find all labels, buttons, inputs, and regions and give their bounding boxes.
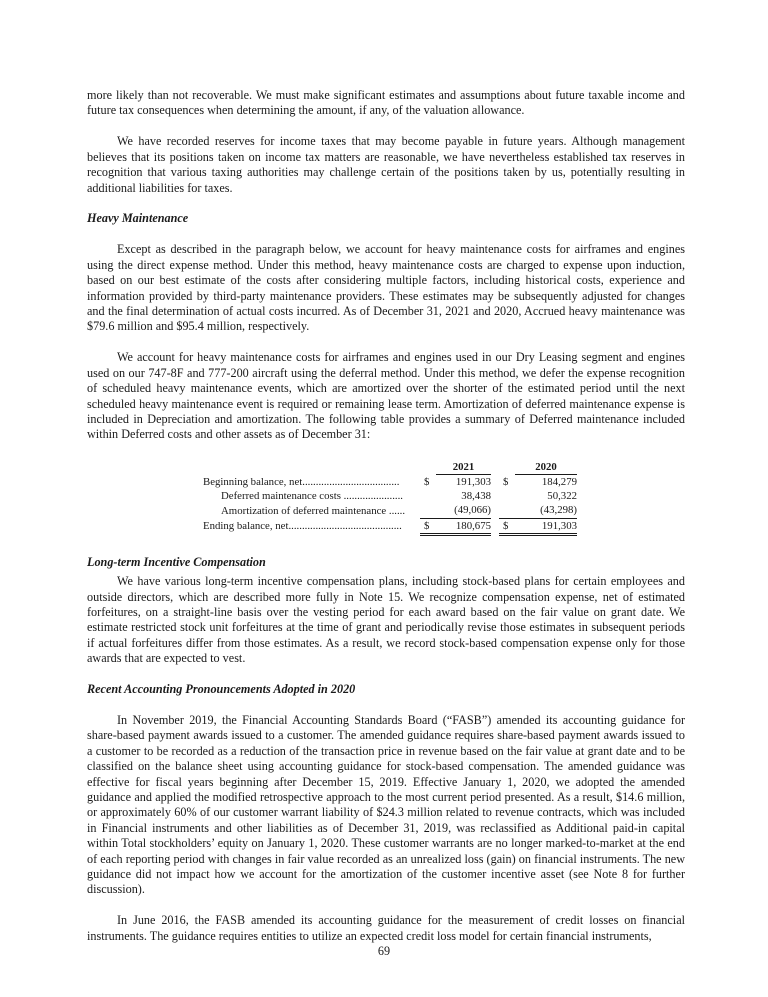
- row-label: Ending balance, net..........................................: [203, 520, 402, 533]
- value-2021: (49,066): [436, 503, 491, 518]
- currency-symbol: $: [499, 518, 515, 534]
- currency-symbol: [499, 503, 515, 518]
- value-2020: 191,303: [515, 518, 577, 534]
- row-label: Deferred maintenance costs ......................: [221, 490, 403, 503]
- paragraph-credit-losses: In June 2016, the FASB amended its accounting guidance for the measurement of credit losses on financial instruments. The guidance requires entities to utilize an expected credit loss model for certain financial instruments,: [87, 913, 685, 943]
- currency-symbol: $: [424, 475, 430, 488]
- table-row: [203, 489, 577, 503]
- value-2021: 180,675: [436, 518, 491, 534]
- paragraph-fasb-share-based: In November 2019, the Financial Accounting Standards Board (“FASB”) amended its accounting guidance for share-based payment awards issued to a customer. The amended guidance requires share-based payment awards issued to a customer to be recorded as a reduction of the transaction price in revenue based on the fair value at grant date and to be classified on the balance sheet using accounting guidance for stock-based compensation. The amended guidance was effective for fiscal years beginning after December 15, 2019. Effective January 1, 2020, we adopted the amended guidance and applied the modified retrospective approach to the most current period presented. As a result, $14.6 million, or approximately 60% of our customer warrant liability of $24.3 million related to revenue contracts, which was included in Financial instruments and other liabilities as of December 31, 2019, was reclassified as Additional paid-in capital within Total stockholders’ equity on January 1, 2020. These customer warrants are no longer marked-to-market at the end of each reporting period with changes in fair value recorded as an unrealized loss (gain) on financial instruments. The new guidance did not impact how we account for the amortization of the customer incentive asset (see Note 8 for further discussion).: [87, 712, 685, 897]
- table-row: [203, 518, 577, 534]
- page-number: 69: [377, 944, 391, 958]
- paragraph-direct-expense: Except as described in the paragraph below, we account for heavy maintenance costs for airframes and engines using the direct expense method. Under this method, heavy maintenance costs are charged to expense upon induction, based on our best estimate of the costs after considering multiple factors, including historical costs, experience and information provided by third-party maintenance providers. These estimates may be subsequently adjusted for changes and the final determination of actual costs incurred. As of December 31, 2021 and 2020, Accrued heavy maintenance was $79.6 million and $95.4 million, respectively.: [87, 242, 685, 334]
- currency-symbol: [420, 489, 436, 503]
- row-label: Beginning balance, net....................................: [203, 475, 400, 488]
- column-header-2021: 2021: [436, 460, 491, 475]
- table-row: [203, 474, 577, 489]
- currency-symbol: $: [503, 475, 509, 488]
- value-2020: 50,322: [547, 490, 577, 503]
- value-2020: 184,279: [541, 475, 577, 488]
- paragraph-incentive-compensation: We have various long-term incentive compensation plans, including stock-based plans for certain employees and outside directors, which are described more fully in Note 15. We recognize compensation expense, net of estimated forfeitures, on a straight-line basis over the vesting period for each award based on the fair value on grant date. We estimate restricted stock unit forfeitures at the time of grant and periodically revise those estimates in subsequent periods if actual forfeitures differ from those estimates. As a result, we record stock-based compensation expense only for those awards that are expected to vest.: [87, 574, 685, 666]
- heading-recent-pronouncements: Recent Accounting Pronouncements Adopted in 2020: [87, 682, 356, 697]
- table-row: [203, 503, 577, 518]
- heading-long-term-incentive: Long-term Incentive Compensation: [87, 554, 266, 569]
- value-2021: 38,438: [461, 490, 491, 503]
- document-body: [87, 88, 685, 944]
- value-2020: (43,298): [515, 503, 577, 518]
- currency-symbol: [499, 489, 515, 503]
- column-header-2020: 2020: [515, 460, 577, 475]
- currency-symbol: $: [420, 518, 436, 534]
- currency-symbol: [420, 503, 436, 518]
- deferred-maintenance-table: [203, 460, 577, 536]
- paragraph-tax-reserves: We have recorded reserves for income taxes that may become payable in future years. Although management believes that its positions taken on income tax matters are reasonable, we have nevertheless established tax reserves in recognition that various taxing authorities may challenge certain of the positions taken by us, potentially resulting in additional liabilities for taxes.: [87, 134, 685, 195]
- table-header-row: [203, 460, 577, 475]
- value-2021: 191,303: [455, 475, 491, 488]
- paragraph-deferral-method: We account for heavy maintenance costs for airframes and engines used in our Dry Leasing segment and engines used on our 747-8F and 777-200 aircraft using the deferral method. Under this method, we defer the expense recognition of scheduled heavy maintenance events, which are amortized over the shorter of the estimated period until the next scheduled heavy maintenance event is required or remaining lease term. Amortization of deferred maintenance expense is included in Depreciation and amortization. The following table provides a summary of Deferred maintenance included within Deferred costs and other assets as of December 31:: [87, 350, 685, 442]
- heading-heavy-maintenance: Heavy Maintenance: [87, 211, 189, 226]
- row-label: Amortization of deferred maintenance ......: [221, 504, 406, 517]
- paragraph-valuation: more likely than not recoverable. We must make significant estimates and assumptions about future taxable income and future tax consequences when determining the amount, if any, of the valuation allowance.: [87, 88, 685, 118]
